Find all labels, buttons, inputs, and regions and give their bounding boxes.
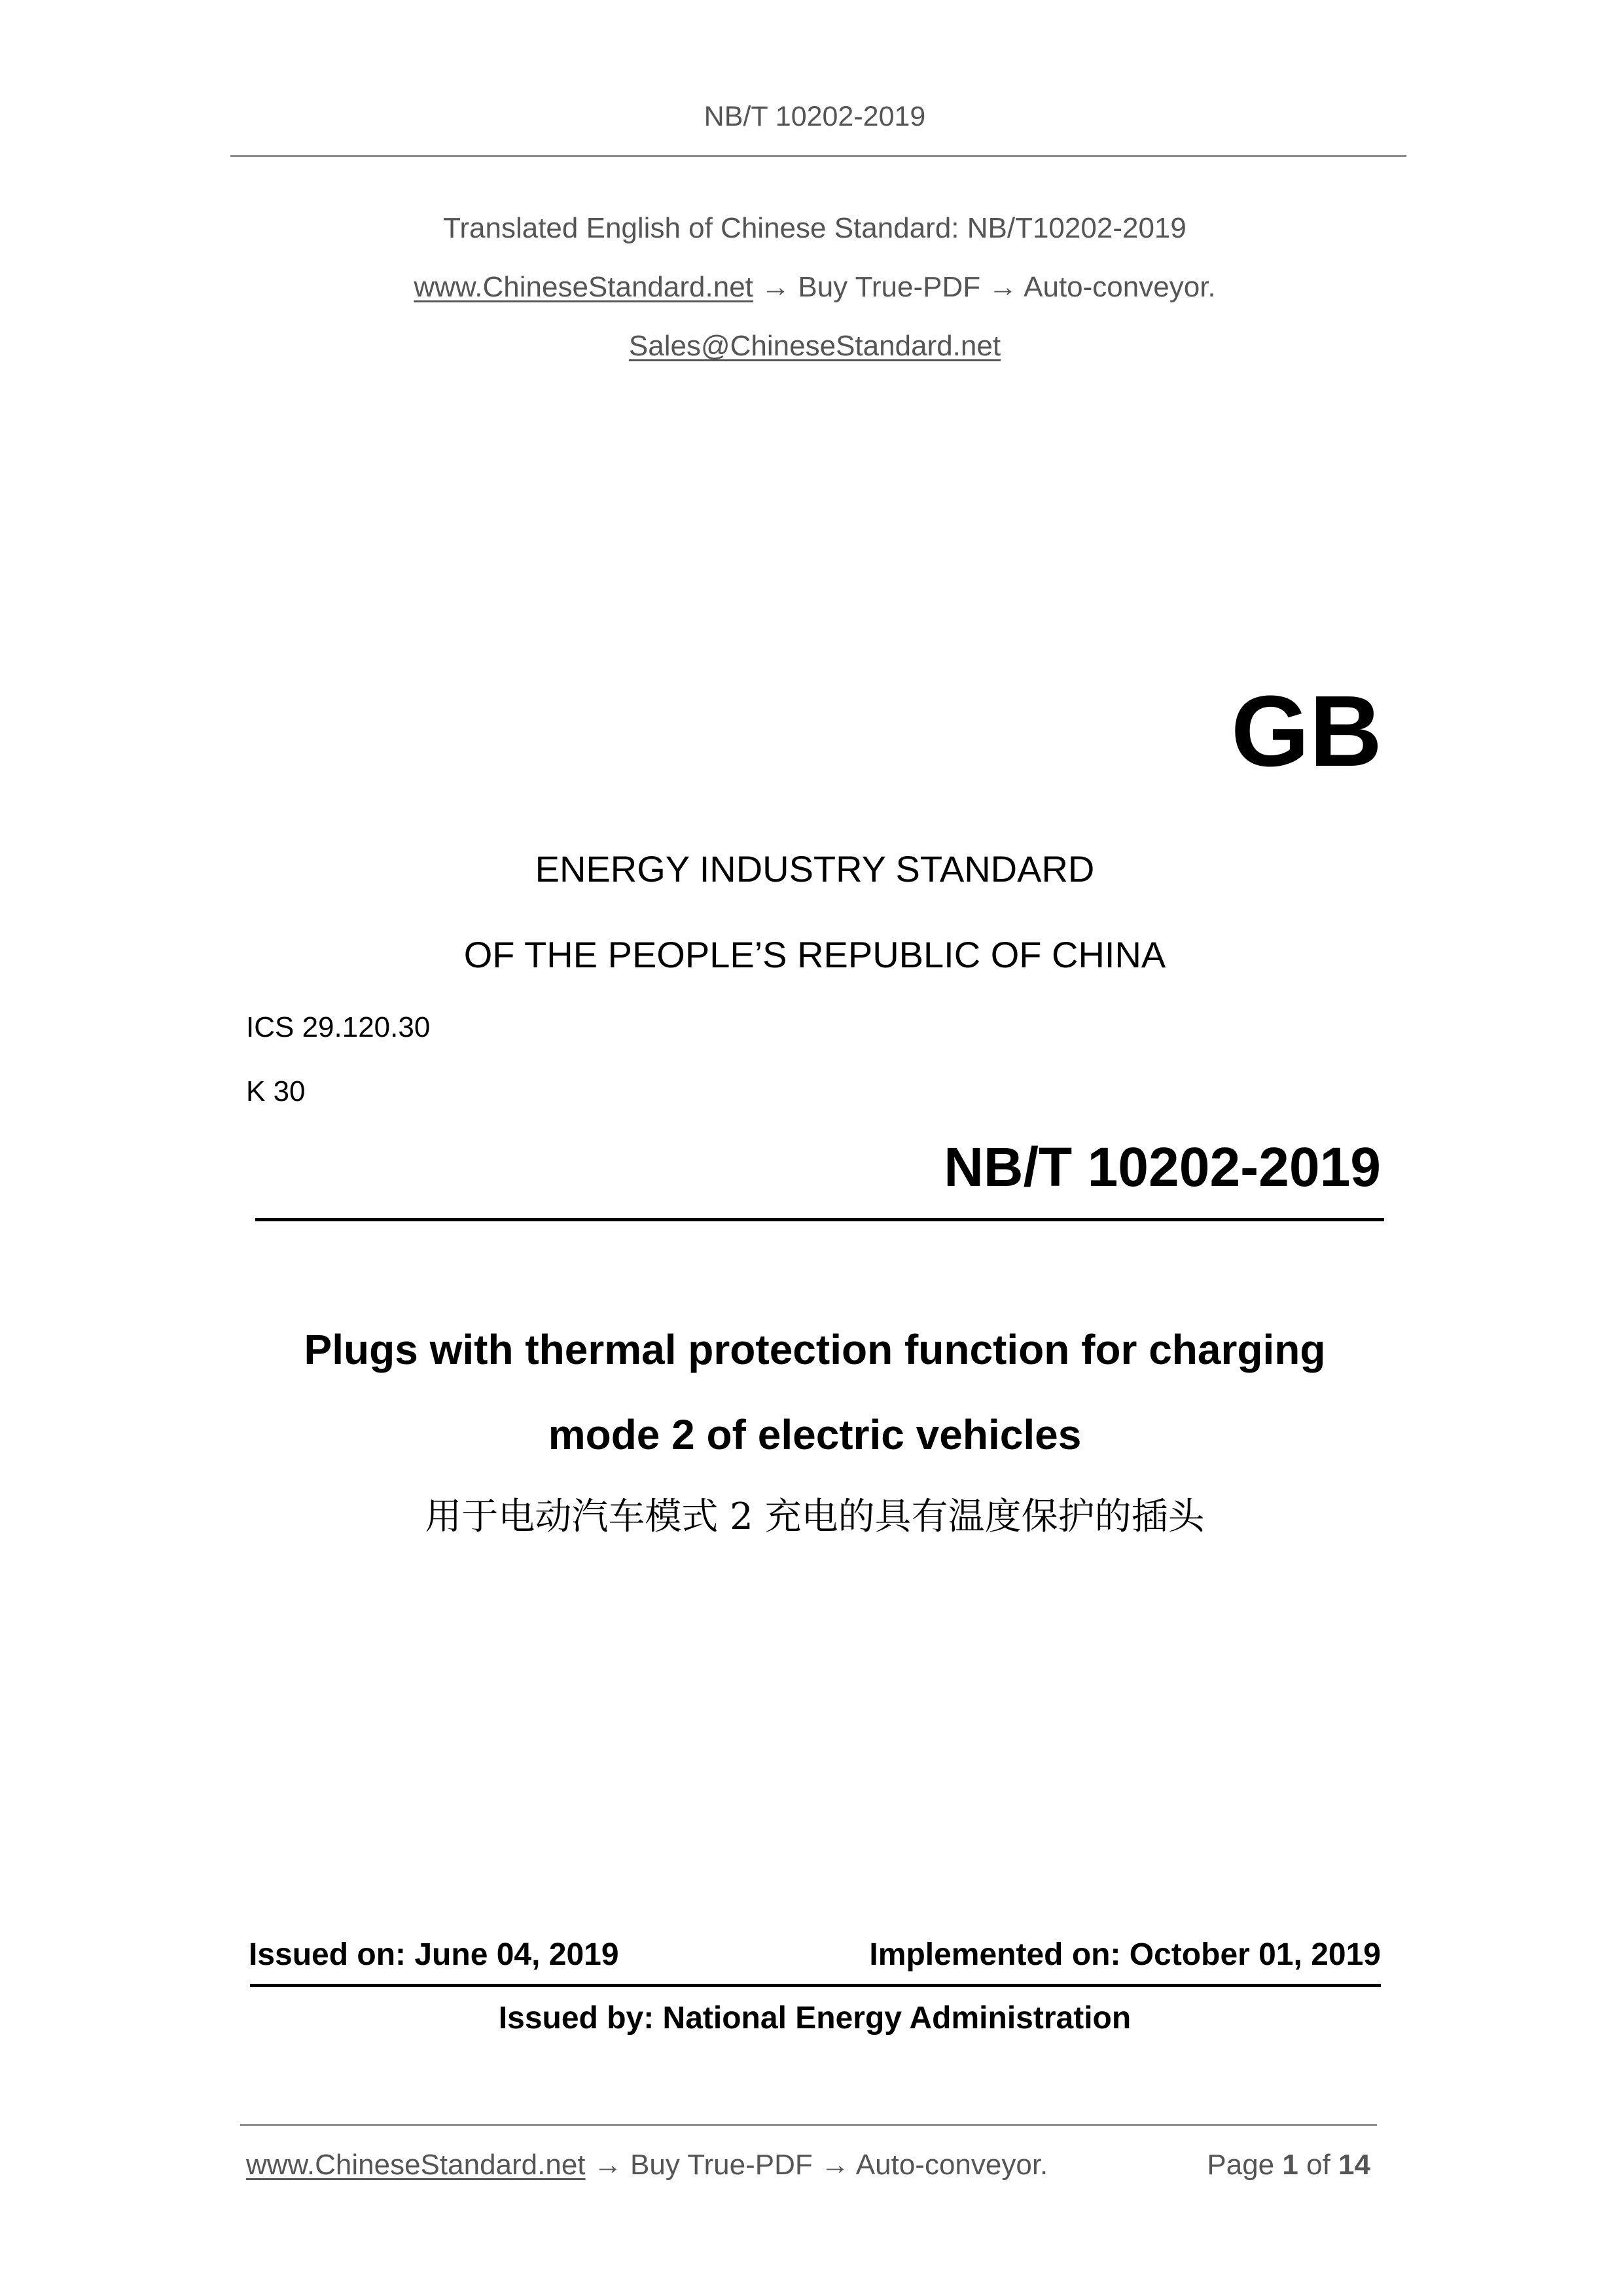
footer-site-link[interactable]: www.ChineseStandard.net: [246, 2149, 586, 2181]
ics-code: ICS 29.120.30: [246, 1011, 431, 1043]
arrow-right-icon: →: [988, 271, 1018, 303]
translated-notice: Translated English of Chinese Standard: NB/T10202-2019: [443, 212, 1186, 244]
title-chinese: 用于电动汽车模式 2 充电的具有温度保护的插头: [425, 1496, 1205, 1538]
page-current: 1: [1282, 2149, 1298, 2181]
standard-number: NB/T 10202-2019: [944, 1136, 1381, 1198]
email-line: [0, 332, 1623, 361]
buy-true-pdf-text: Buy True-PDF: [798, 271, 981, 303]
title-english-line-1: Plugs with thermal protection function for charging: [304, 1326, 1326, 1373]
footer-purchase-line: [246, 2151, 1048, 2179]
standard-type-line-2: OF THE PEOPLE’S REPUBLIC OF CHINA: [463, 934, 1166, 975]
page-label: Page: [1207, 2149, 1275, 2181]
arrow-right-icon: →: [761, 271, 791, 303]
page-indicator: [1207, 2151, 1370, 2179]
running-header: NB/T 10202-2019: [704, 101, 926, 132]
issued-by: Issued by: National Energy Administration: [498, 2001, 1132, 2036]
auto-conveyor-text: Auto-conveyor.: [1024, 271, 1216, 303]
issued-on-date: Issued on: June 04, 2019: [249, 1937, 619, 1972]
page-total: 14: [1338, 2149, 1370, 2181]
site-link[interactable]: www.ChineseStandard.net: [414, 271, 753, 303]
title-english-line-2: mode 2 of electric vehicles: [548, 1411, 1082, 1458]
footer-divider: [240, 2124, 1377, 2126]
arrow-right-icon: →: [593, 2149, 622, 2181]
arrow-right-icon: →: [820, 2149, 849, 2181]
footer-auto-conveyor-text: Auto-conveyor.: [855, 2149, 1048, 2181]
promo-purchase-line: [0, 273, 1623, 302]
footer-buy-true-pdf-text: Buy True-PDF: [630, 2149, 813, 2181]
standard-number-rule: [255, 1218, 1384, 1221]
header-divider: [230, 155, 1406, 157]
standard-type-line-1: ENERGY INDUSTRY STANDARD: [535, 848, 1095, 889]
sales-email-link[interactable]: Sales@ChineseStandard.net: [628, 330, 1001, 362]
implemented-on-date: Implemented on: October 01, 2019: [869, 1937, 1381, 1972]
dates-rule: [250, 1984, 1381, 1987]
gb-mark: GB: [1231, 675, 1382, 787]
ccs-code: K 30: [246, 1075, 306, 1107]
page-of: of: [1306, 2149, 1330, 2181]
